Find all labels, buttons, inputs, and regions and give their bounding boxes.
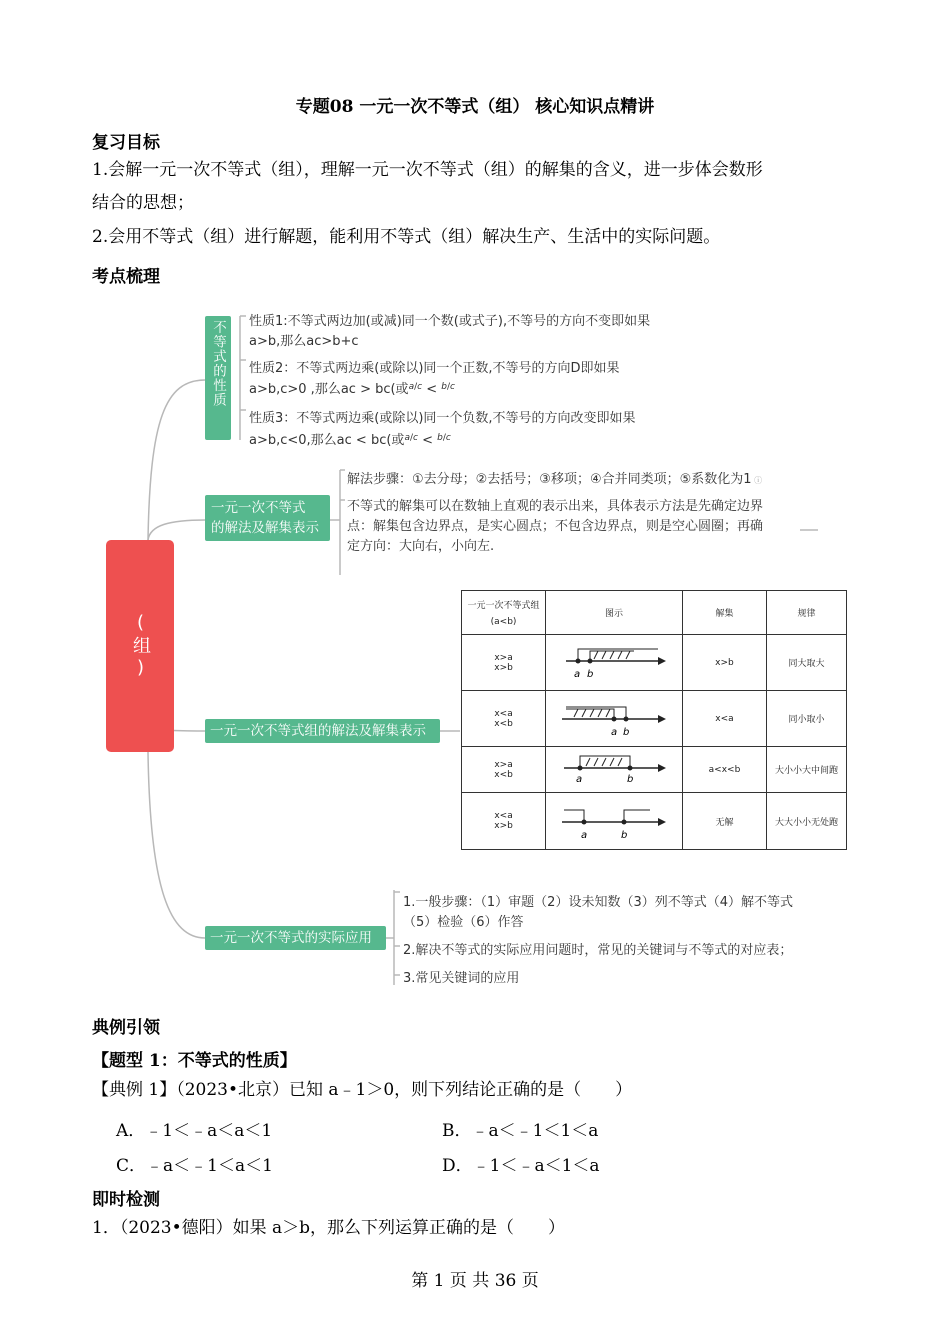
header-rule: 规律 (767, 591, 847, 635)
header-diagram: 图示 (546, 591, 683, 635)
svg-text:a: a (573, 669, 581, 680)
example1-stem: 【典例 1】（2023•北京）已知 a﹣1＞0，则下列结论正确的是（ ） (92, 1080, 633, 1100)
page-title: 专题08 一元一次不等式（组） 核心知识点精讲 (295, 97, 655, 117)
branch-application: 一元一次不等式的实际应用 (205, 926, 386, 950)
application-item-2: 2.解决不等式的实际应用问题时，常见的关键词与不等式的对应表； (403, 943, 793, 958)
header-system: 一元一次不等式组 (a<b) (462, 591, 546, 635)
property-1-line-a: 性质1:不等式两边加(或减)同一个数(或式子),不等号的方向不变即如果 (249, 314, 651, 329)
svg-text:a: a (610, 727, 618, 738)
solution-desc-1: 不等式的解集可以在数轴上直观的表示出来，具体表示方法是先确定边界 (347, 499, 764, 514)
svg-text:b: b (622, 727, 630, 738)
system-solution-table (461, 590, 847, 850)
property-3-line-b: a>b,c<0,那么ac < bc(或$^{a/c}$ < $^{b/c}$ (249, 433, 451, 448)
option-d: D．﹣1＜﹣a＜1＜a (442, 1156, 600, 1176)
number-line-diagram (554, 639, 674, 683)
svg-text:a: a (580, 829, 588, 841)
dianli-heading: 典例引领 (92, 1018, 160, 1038)
option-b: B．﹣a＜﹣1＜1＜a (442, 1121, 599, 1141)
solving-steps: 解法步骤：①去分母；②去括号；③移项；④合并同类项；⑤系数化为1 ⓘ (347, 472, 763, 487)
kaodian-heading: 考点梳理 (92, 267, 160, 287)
svg-text:b: b (626, 774, 634, 785)
review-line-2: 2.会用不等式（组）进行解题，能利用不等式（组）解决生产、生活中的实际问题。 (92, 227, 721, 247)
number-line-diagram (554, 695, 674, 739)
property-2-line-a: 性质2：不等式两边乘(或除以)同一个正数,不等号的方向D即如果 (249, 361, 620, 376)
table-row: x<a x>b a b 无解 大大小小无处跑 (462, 793, 847, 850)
question-1: 1．（2023•德阳）如果 a＞b，那么下列运算正确的是（ ） (92, 1218, 566, 1238)
option-a: A．﹣1＜﹣a＜a＜1 (116, 1121, 273, 1141)
header-solution: 解集 (682, 591, 766, 635)
solution-desc-3: 定方向：大向右，小向左. (347, 539, 495, 554)
type1-heading: 【题型 1：不等式的性质】 (92, 1051, 297, 1071)
branch-properties: 不等式的性质 (205, 316, 231, 440)
jishi-heading: 即时检测 (92, 1190, 160, 1210)
option-c: C．﹣a＜﹣1＜a＜1 (116, 1156, 273, 1176)
branch-inequality-system: 一元一次不等式组的解法及解集表示 (205, 719, 440, 743)
review-heading: 复习目标 (92, 133, 160, 153)
review-line-1a: 1.会解一元一次不等式（组），理解一元一次不等式（组）的解集的含义，进一步体会数形 (92, 160, 763, 180)
number-line-diagram (554, 798, 674, 842)
solution-desc-2: 点：解集包含边界点，是实心圆点；不包含边界点，则是空心圆圈；再确 (347, 519, 764, 534)
table-row: x>a x>b a b x>b 同大取大 (462, 635, 847, 691)
svg-text:b: b (620, 829, 628, 841)
property-3-line-a: 性质3：不等式两边乘(或除以)同一个负数,不等号的方向改变即如果 (249, 411, 636, 426)
application-item-1a: 1.一般步骤：（1）审题（2）设未知数（3）列不等式（4）解不等式 (403, 895, 793, 910)
mindmap-root: 一元一次不等式(组) (106, 540, 174, 752)
property-2-line-b: a>b,c>0 ,那么ac > bc(或$^{a/c}$ < $^{b/c}$ (249, 382, 455, 397)
number-line-diagram (554, 748, 674, 788)
svg-text:a: a (575, 774, 583, 785)
review-line-1b: 结合的思想； (92, 193, 194, 213)
application-item-3: 3.常见关键词的应用 (403, 971, 520, 986)
svg-text:b: b (586, 669, 594, 680)
page-footer: 第 1 页 共 36 页 (411, 1271, 539, 1291)
branch-single-inequality: 一元一次不等式 的解法及解集表示 (205, 495, 330, 541)
table-row: x<a x<b a b x<a 同小取小 (462, 691, 847, 747)
property-1-line-b: a>b,那么ac>b+c (249, 334, 359, 349)
application-item-1b: （5）检验（6）作答 (403, 915, 524, 930)
table-row: x>a x<b a b a<x<b 大小小大中间跑 (462, 747, 847, 793)
